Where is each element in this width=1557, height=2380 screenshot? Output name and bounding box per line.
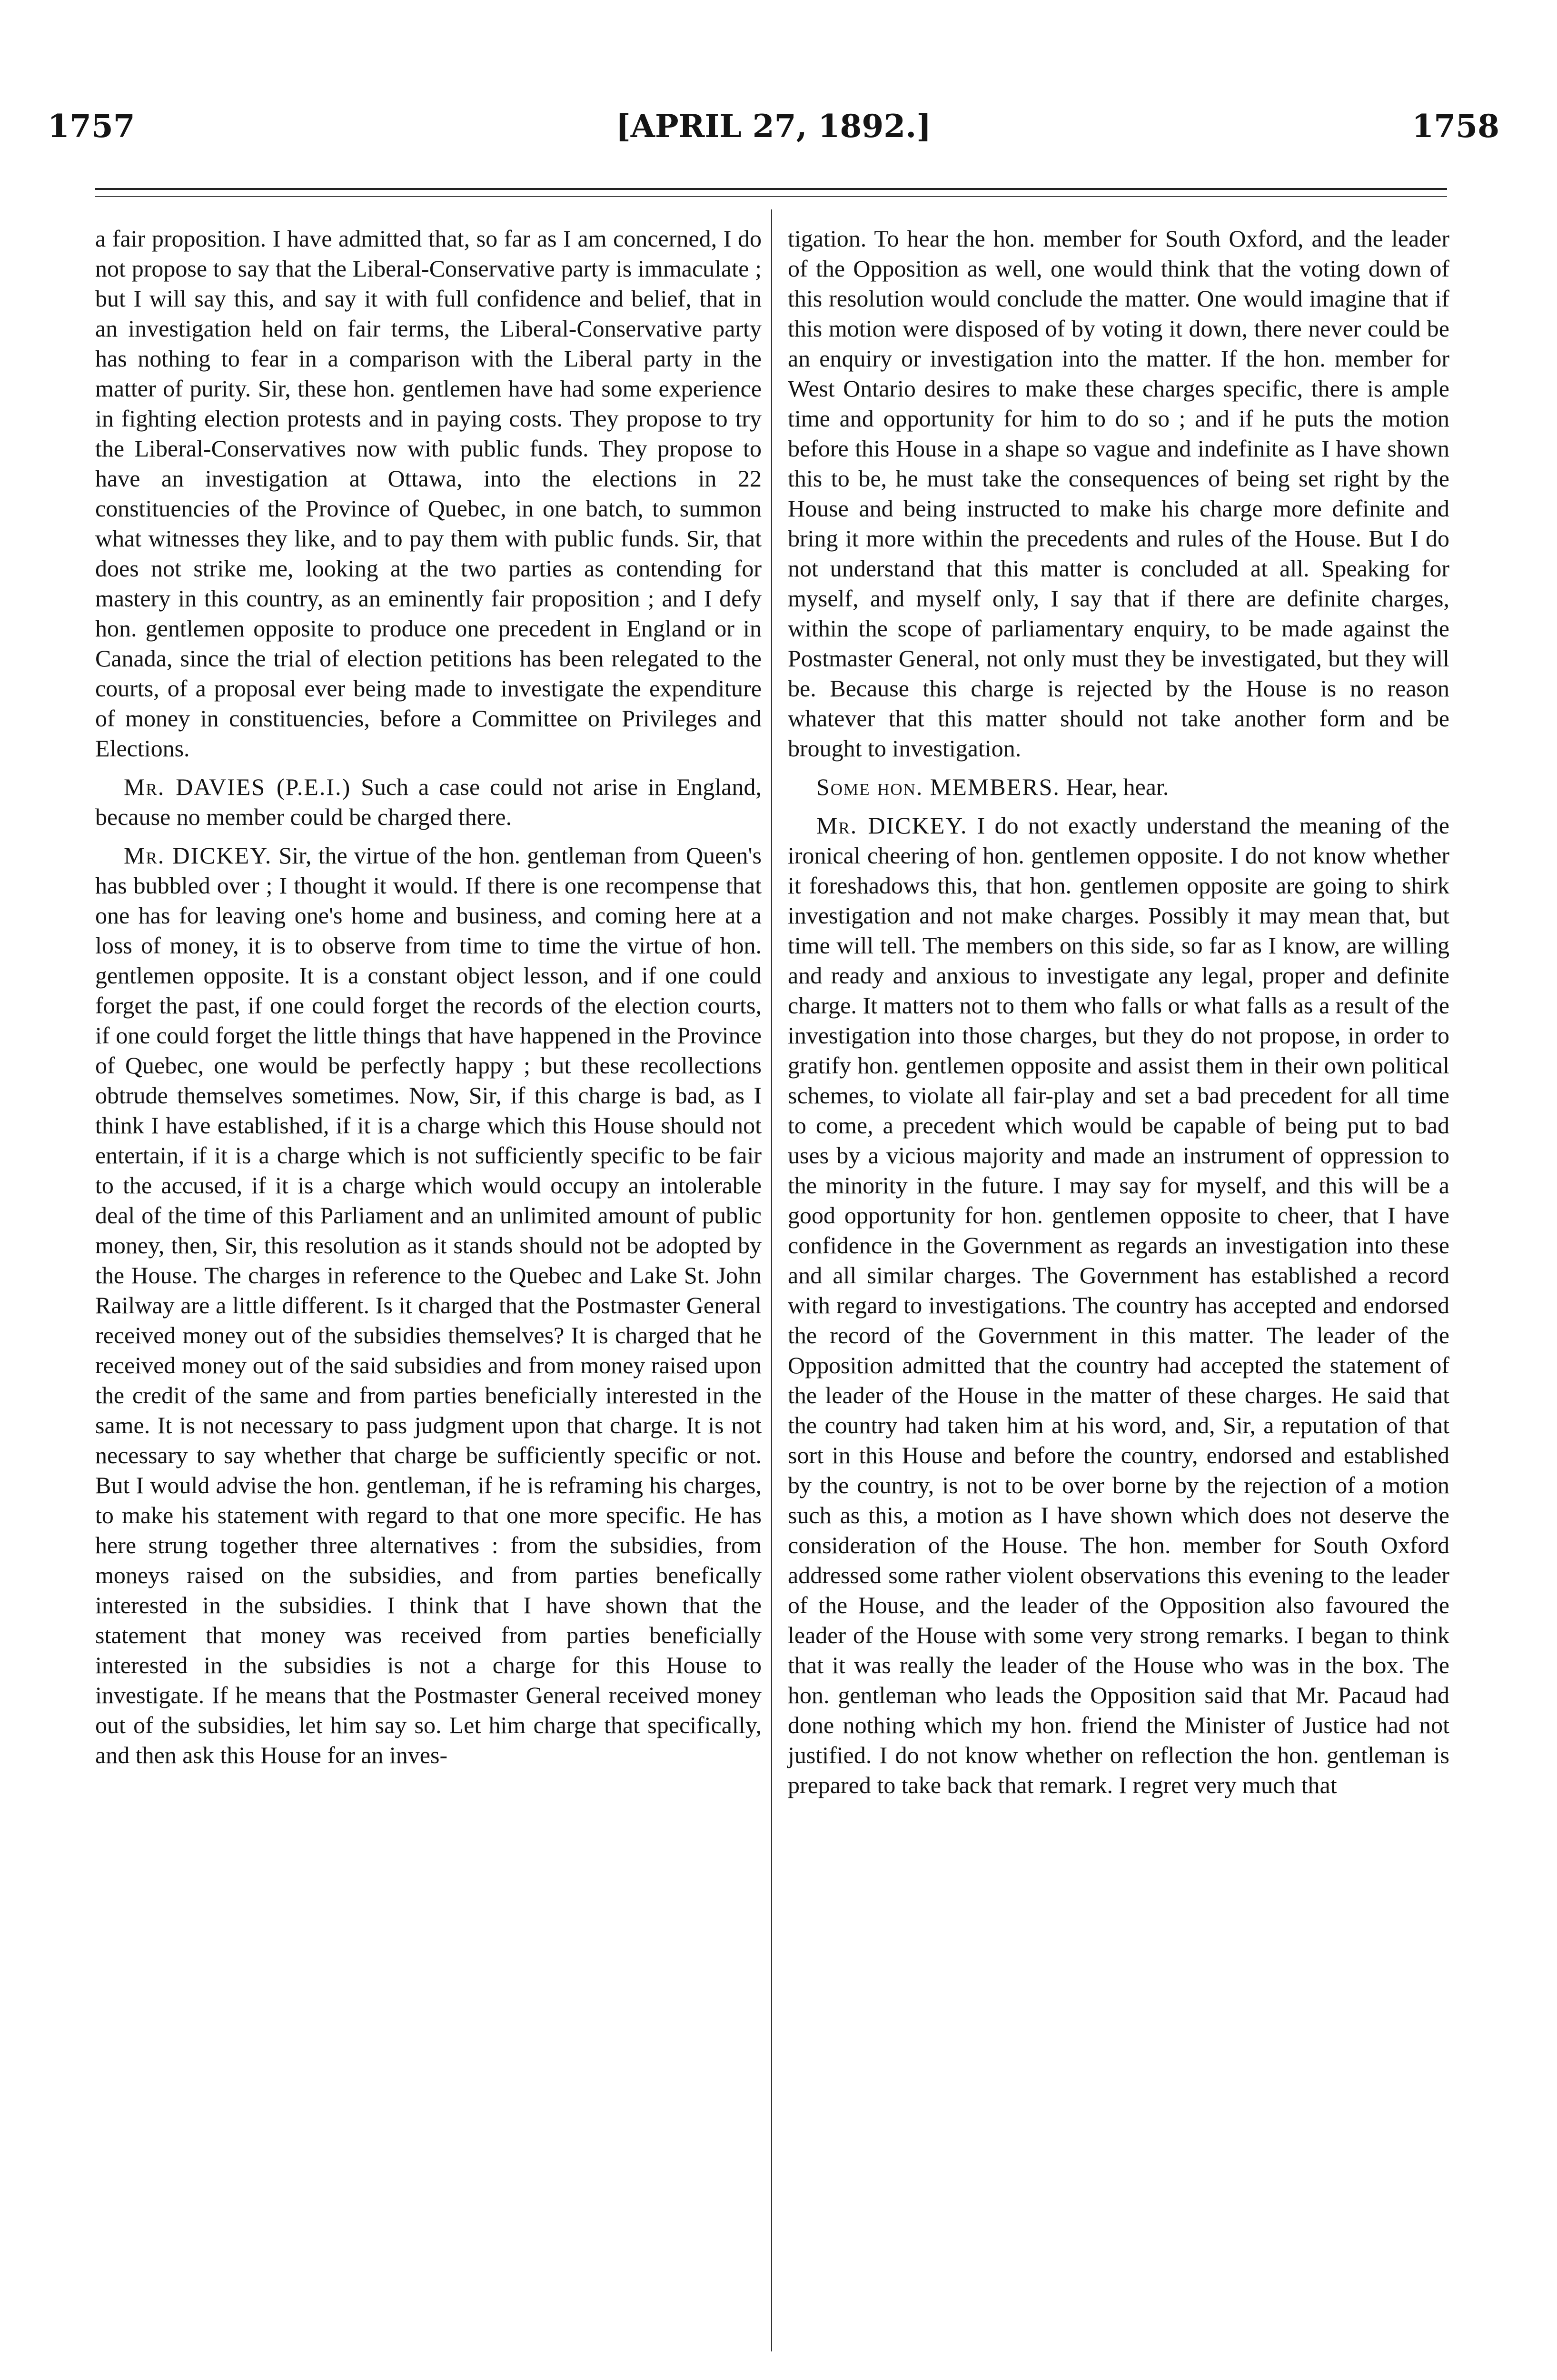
left-column bbox=[95, 224, 762, 1779]
speech-text: Sir, the virtue of the hon. gentleman from Queen's has bubbled over ; I thought it would. If there is one recompense that one has for leaving one's home and business, and coming here at a loss of money, it is to observe from time to time the virtue of hon. gentlemen opposite. It is a constant object lesson, and if one could forget the past, if one could forget the records of the election courts, if one could forget the little things that have happened in the Province of Quebec, one would be perfectly happy ; but these recollections obtrude themselves sometimes. Now, Sir, if this charge is bad, as I think I have established, if it is a charge which this House should not entertain, if it is a charge which is not sufficiently specific to be fair to the accused, if it is a charge which would occupy an intolerable deal of the time of this Parliament and an unlimited amount of public money, then, Sir, this resolution as it stands should not be adopted by the House. The charges in reference to the Quebec and Lake St. John Railway are a little different. Is it charged that the Postmaster General received money out of the subsidies themselves? It is charged that he received money out of the said subsidies and from money raised upon the credit of the same and from parties beneficially interested in the same. It is not necessary to pass judgment upon that charge. It is not necessary to say whether that charge be sufficiently specific or not. But I would advise the hon. gentleman, if he is reframing his charges, to make his statement with regard to that one more specific. He has here strung together three alternatives : from the subsidies, from moneys raised on the subsidies, and from parties benefically interested in the subsidies. I think that I have shown that the statement that money was received from parties beneficially interested in the subsidies is not a charge for this House to investigate. If he means that the Postmaster General received money out of the subsidies, let him say so. Let him charge that specifically, and then ask this House for an inves- bbox=[95, 842, 762, 1768]
page-header bbox=[48, 100, 1499, 152]
left-paragraph-3 bbox=[95, 841, 762, 1770]
column-divider bbox=[771, 209, 772, 2351]
right-column bbox=[788, 224, 1449, 1809]
right-page-number: 1758 bbox=[1412, 108, 1499, 145]
speech-text: Such a case could not arise in England, because no member could be charged there. bbox=[95, 774, 762, 830]
left-paragraph-1: a fair proposition. I have admitted that, so far as I am concerned, I do not propose to say that the Liberal-Conservative party is immaculate ; but I will say this, and say it with full confidence and belief, that in an investigation held on fair terms, the Liberal-Conservative party has nothing to fear in a comparison with the Liberal party in the matter of purity. Sir, these hon. gentlemen have had some experience in fighting election protests and in paying costs. They propose to try the Liberal-Conservatives now with public funds. They propose to have an investigation at Ottawa, into the elections in 22 constituencies of the Province of Quebec, in one batch, to summon what witnesses they like, and to pay them with public funds. Sir, that does not strike me, looking at the two parties as contending for mastery in this country, as an eminently fair proposition ; and I defy hon. gentlemen opposite to produce one precedent in England or in Canada, since the trial of election petitions has been relegated to the courts, of a proposal ever being made to investigate the expenditure of money in constituencies, before a Committee on Privileges and Elections. bbox=[95, 225, 762, 762]
header-date: [APRIL 27, 1892.] bbox=[615, 108, 932, 145]
right-paragraph-3 bbox=[788, 811, 1449, 1800]
speech-text: I do not exactly understand the meaning of the ironical cheering of hon. gentlemen opposite. I do not know whether it foreshadows this, that hon. gentlemen opposite are going to shirk investigation and not make charges. Possibly it may mean that, but time will tell. The members on this side, so far as I know, are willing and ready and anxious to investigate any legal, proper and definite charge. It matters not to them who falls or what falls as a result of the investigation into those charges, but they do not propose, in order to gratify hon. gentlemen opposite and assist them in their own political schemes, to violate all fair-play and set a bad precedent for all time to come, a precedent which would be capable of being put to bad uses by a vicious majority and made an instrument of oppression to the minority in the future. I may say for myself, and this will be a good opportunity for hon. gentlemen opposite to cheer, that I have confidence in the Government as regards an investigation into these and all similar charges. The Government has established a record with regard to investigations. The country has accepted and endorsed the record of the Government in this matter. The leader of the Opposition admitted that the country had accepted the statement of the leader of the House in the matter of these charges. He said that the country had taken him at his word, and, Sir, a reputation of that sort in this House and before the country, endorsed and established by the country, is not to be over borne by the rejection of a motion such as this, a motion as I have shown which does not deserve the consideration of the House. The hon. member for South Oxford addressed some rather violent observations this evening to the leader of the House, and the leader of the Opposition also favoured the leader of the House with some very strong remarks. I began to think that it was really the leader of the House who was in the box. The hon. gentleman who leads the Opposition said that Mr. Pacaud had done nothing which my hon. friend the Minister of Justice had not justified. I do not know whether on reflection the hon. gentleman is prepared to take back that remark. I regret very much that bbox=[788, 812, 1449, 1798]
header-rule bbox=[95, 188, 1447, 190]
speaker-name: Some hon. MEMBERS. bbox=[816, 774, 1060, 800]
right-paragraph-2 bbox=[788, 772, 1449, 802]
speaker-name: Mr. DICKEY. bbox=[816, 812, 968, 839]
left-page-number: 1757 bbox=[48, 108, 135, 145]
header-rule-thin bbox=[95, 196, 1447, 197]
speaker-name: Mr. DICKEY. bbox=[124, 842, 272, 869]
speech-text: Hear, hear. bbox=[1066, 774, 1169, 800]
left-paragraph-2 bbox=[95, 772, 762, 832]
speaker-name: Mr. DAVIES (P.E.I.) bbox=[124, 774, 351, 800]
right-paragraph-1: tigation. To hear the hon. member for South Oxford, and the leader of the Opposition as well, one would think that the voting down of this resolution would conclude the matter. One would imagine that if this motion were disposed of by voting it down, there never could be an enquiry or investigation into the matter. If the hon. member for West Ontario desires to make these charges specific, there is ample time and opportunity for him to do so ; and if he puts the motion before this House in a shape so vague and indefinite as I have shown this to be, he must take the consequences of being set right by the House and being instructed to make his charge more definite and bring it more within the precedents and rules of the House. But I do not understand that this matter is concluded at all. Speaking for myself, and myself only, I say that if there are definite charges, within the scope of parliamentary enquiry, to be made against the Postmaster General, not only must they be investigated, but they will be. Because this charge is rejected by the House is no reason whatever that this matter should not take another form and be brought to investigation. bbox=[788, 225, 1449, 762]
